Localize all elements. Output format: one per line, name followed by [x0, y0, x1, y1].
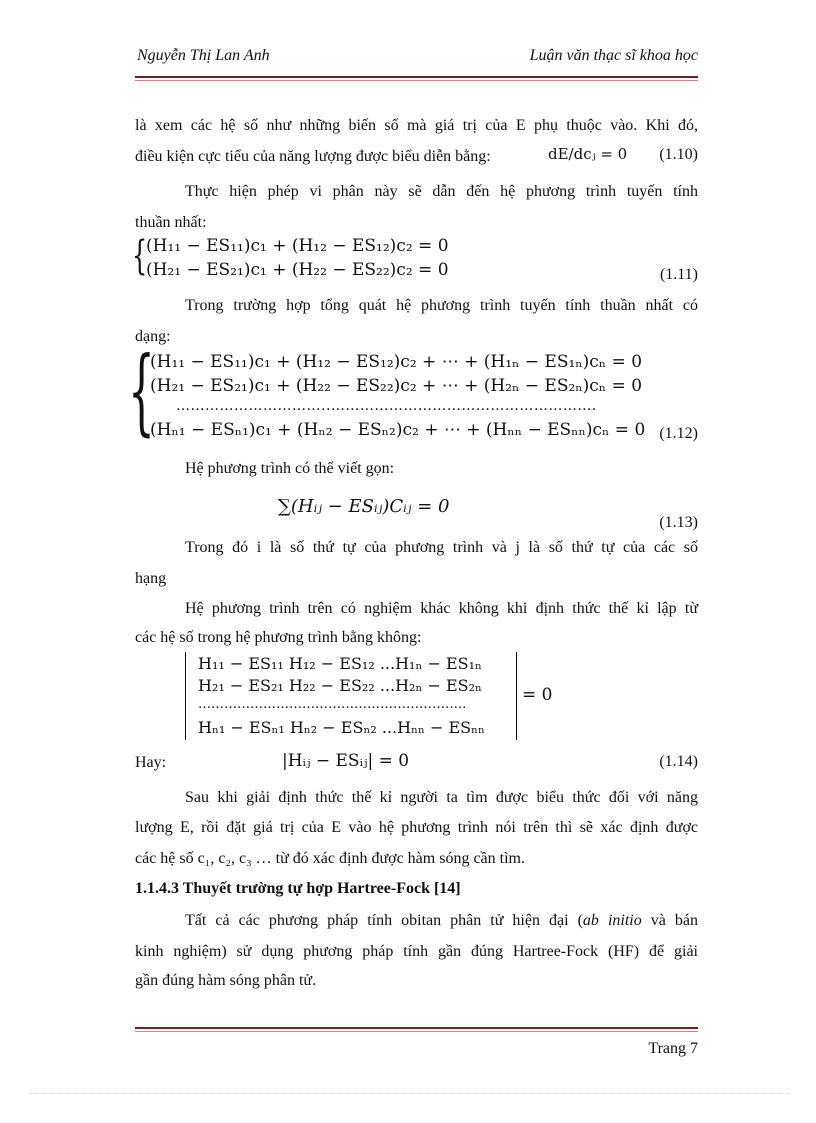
paragraph-line: lượng E, rồi đặt giá trị của E vào hệ phương trình nói trên thì sẽ xác định được — [135, 819, 698, 836]
paragraph-line: Hệ phương trình trên có nghiệm khác không khi định thức thế kỉ lập từ — [185, 600, 698, 617]
determinant-ellipsis-row: …………………………………………………….. — [198, 697, 467, 712]
paragraph-line: kinh nghiệm) sử dụng phương pháp tính gần đúng Hartree-Fock (HF) để giải — [135, 943, 698, 960]
determinant-equals: = 0 — [522, 685, 553, 705]
paragraph-line: là xem các hệ số như những biến số mà giá trị của E phụ thuộc vào. Khi đó, — [135, 117, 698, 134]
equation-ellipsis-row: …………………………..………………………………………………. — [176, 398, 597, 414]
determinant — [185, 652, 517, 740]
equation-row: (H₂₁ − ES₂₁)c₁ + (H₂₂ − ES₂₂)c₂ + ⋯ + (H₂ₙ − ES₂ₙ)cₙ = 0 — [150, 376, 643, 396]
paragraph-line: hạng — [135, 570, 167, 587]
equation-number: (1.10) — [659, 146, 698, 163]
paragraph-line: Thực hiện phép vi phân này sẽ dẫn đến hệ phương trình tuyến tính — [185, 183, 698, 200]
paragraph-line: dạng: — [135, 328, 171, 345]
equation-1-14: |Hᵢⱼ − ESᵢⱼ| = 0 — [282, 751, 410, 771]
header-rule — [135, 76, 698, 78]
left-brace: { — [132, 233, 148, 279]
equation-row: (H₁₁ − ES₁₁)c₁ + (H₁₂ − ES₁₂)c₂ + ⋯ + (H₁ₙ − ES₁ₙ)cₙ = 0 — [150, 352, 643, 372]
header-thesis-title: Luận văn thạc sĩ khoa học — [529, 47, 698, 64]
equation-number: (1.11) — [659, 266, 698, 283]
footer-rule — [135, 1027, 698, 1029]
text-run: và bán — [641, 912, 698, 929]
footer-rule-thin — [135, 1031, 698, 1032]
equation-1-10: dE/dcⱼ = 0 — [548, 145, 628, 163]
paragraph-line: thuần nhất: — [135, 214, 207, 231]
page-header — [135, 47, 698, 73]
paragraph-line: gần đúng hàm sóng phân tử. — [135, 972, 317, 989]
equation-number: (1.12) — [659, 425, 698, 442]
paragraph-line: điều kiện cực tiểu của năng lượng được biểu diễn bằng: — [135, 148, 491, 165]
header-rule-thin — [135, 80, 698, 81]
equation-row: (Hₙ₁ − ESₙ₁)c₁ + (Hₙ₂ − ESₙ₂)c₂ + ⋯ + (Hₙₙ − ESₙₙ)cₙ = 0 — [150, 420, 646, 440]
hay-label: Hay: — [135, 754, 167, 771]
page-bottom-border — [30, 1093, 790, 1094]
paragraph-line: Trong đó i là số thứ tự của phương trình và j là số thứ tự của các số — [185, 539, 698, 556]
paragraph-line: các hệ số trong hệ phương trình bằng không: — [135, 629, 422, 646]
paragraph-line: Trong trường hợp tổng quát hệ phương trình tuyến tính thuần nhất có — [185, 297, 698, 314]
italic-term: ab initio — [582, 912, 642, 929]
determinant-row: Hₙ₁ − ESₙ₁ Hₙ₂ − ESₙ₂ ...Hₙₙ − ESₙₙ — [198, 718, 485, 737]
page-number: Trang 7 — [648, 1040, 698, 1057]
paragraph-line: các hệ số c₁, c₂, c₃ … từ đó xác định được hàm sóng cần tìm. — [135, 850, 525, 867]
determinant-row: H₂₁ − ES₂₁ H₂₂ − ES₂₂ ...H₂ₙ − ES₂ₙ — [198, 676, 482, 695]
determinant-row: H₁₁ − ES₁₁ H₁₂ − ES₁₂ ...H₁ₙ − ES₁ₙ — [198, 654, 482, 673]
paragraph-line — [135, 905, 698, 936]
equation-row: (H₁₁ − ES₁₁)c₁ + (H₁₂ − ES₁₂)c₂ = 0 — [146, 236, 449, 256]
paragraph-line: Sau khi giải định thức thế kỉ người ta tìm được biểu thức đối với năng — [185, 789, 698, 806]
paragraph-line: Hệ phương trình có thể viết gọn: — [185, 460, 395, 477]
header-author: Nguyễn Thị Lan Anh — [137, 47, 270, 64]
text-run: Tất cả các phương pháp tính obitan phân tử hiện đại ( — [185, 912, 583, 929]
equation-number: (1.13) — [659, 514, 698, 531]
equation-row: (H₂₁ − ES₂₁)c₁ + (H₂₂ − ES₂₂)c₂ = 0 — [146, 260, 449, 280]
equation-1-13: ∑(Hᵢⱼ − ESᵢⱼ)Cᵢⱼ = 0 — [278, 496, 450, 517]
equation-number: (1.14) — [659, 753, 698, 770]
section-heading: 1.1.4.3 Thuyết trường tự hợp Hartree-Fock [14] — [135, 880, 461, 897]
left-brace: { — [128, 337, 155, 446]
